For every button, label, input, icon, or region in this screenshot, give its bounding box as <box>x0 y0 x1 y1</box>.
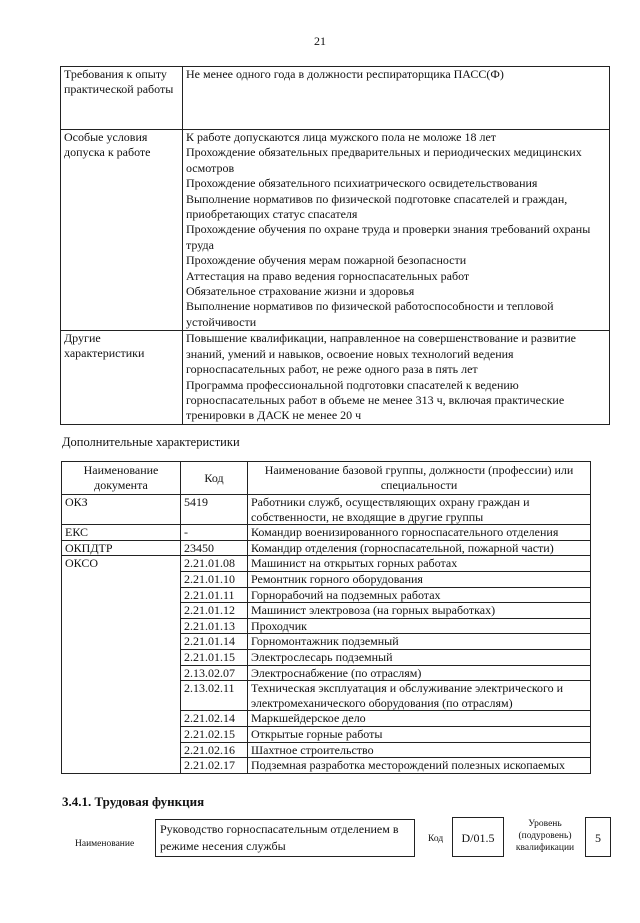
name-cell: Открытые горные работы <box>248 726 591 742</box>
content-line: Программа профессиональной подготовки спасателей к ведению горноспасательных работ в объеме не менее 313 ч, включая практические тренировки в ДАСК не менее 20 ч <box>186 377 565 423</box>
code-label: Код <box>428 834 444 844</box>
table-row <box>62 540 591 556</box>
content-line: Прохождение обучения по охране труда и проверки знания требований охраны труда <box>186 222 591 252</box>
doc-cell: ЕКС <box>62 525 181 541</box>
name-label: Наименование <box>75 839 135 849</box>
content-line: Прохождение обучения мерам пожарной безопасности <box>186 253 467 268</box>
code-cell: 2.21.02.16 <box>181 742 248 758</box>
column-header: Код <box>181 462 248 495</box>
level-label: Уровень (подуровень) квалификации <box>515 819 575 853</box>
doc-cell: ОКСО <box>62 556 181 773</box>
table-row <box>61 331 610 424</box>
name-cell: Машинист на открытых горных работах <box>248 556 591 572</box>
name-cell: Маркшейдерское дело <box>248 711 591 727</box>
row-label: Особые условия допуска к работе <box>61 130 183 331</box>
content-line: Повышение квалификации, направленное на совершенствование и развитие знаний, умений и навыков, освоение новых технологий ведения горноспасательных работ, не реже одного раза в пять лет <box>186 331 576 377</box>
codes-table <box>61 461 591 774</box>
table-row <box>62 525 591 541</box>
name-cell: Горнорабочий на подземных работах <box>248 587 591 603</box>
name-cell: Командир военизированного горноспасательного отделения <box>248 525 591 541</box>
name-cell: Проходчик <box>248 618 591 634</box>
code-cell: 2.21.01.10 <box>181 571 248 587</box>
column-header: Наименование базовой группы, должности (профессии) или специальности <box>248 462 591 495</box>
code-cell: 2.21.01.12 <box>181 603 248 619</box>
row-label: Другие характеристики <box>61 331 183 424</box>
row-content <box>183 130 610 331</box>
code-cell: 2.13.02.07 <box>181 665 248 681</box>
name-cell: Ремонтник горного оборудования <box>248 571 591 587</box>
labor-function-code: D/01.5 <box>452 817 504 857</box>
name-cell: Командир отделения (горноспасательной, пожарной части) <box>248 540 591 556</box>
name-cell: Шахтное строительство <box>248 742 591 758</box>
table-row <box>61 67 610 130</box>
requirements-table <box>60 66 610 425</box>
content-line: Не менее одного года в должности респираторщика ПАСС(Ф) <box>186 67 504 81</box>
table-row <box>61 130 610 331</box>
code-cell: 5419 <box>181 495 248 525</box>
table-row <box>62 556 591 572</box>
name-cell: Горномонтажник подземный <box>248 634 591 650</box>
code-cell: 2.21.01.11 <box>181 587 248 603</box>
additional-characteristics-title: Дополнительные характеристики <box>62 435 240 449</box>
table-header-row <box>62 462 591 495</box>
code-cell: - <box>181 525 248 541</box>
code-cell: 2.13.02.11 <box>181 681 248 711</box>
code-cell: 2.21.01.14 <box>181 634 248 650</box>
name-cell: Подземная разработка месторождений полезных ископаемых <box>248 758 591 774</box>
name-cell: Электрослесарь подземный <box>248 649 591 665</box>
content-line: Аттестация на право ведения горноспасательных работ <box>186 268 470 283</box>
page-number: 21 <box>314 34 326 48</box>
code-cell: 2.21.01.08 <box>181 556 248 572</box>
name-cell: Электроснабжение (по отраслям) <box>248 665 591 681</box>
name-cell: Техническая эксплуатация и обслуживание электрического и электромеханического оборудования (по отраслям) <box>248 681 591 711</box>
code-cell: 23450 <box>181 540 248 556</box>
content-line: Обязательное страхование жизни и здоровья <box>186 284 415 299</box>
row-content <box>183 67 610 130</box>
table-row <box>62 495 591 525</box>
code-cell: 2.21.01.15 <box>181 649 248 665</box>
doc-cell: ОКПДТР <box>62 540 181 556</box>
code-cell: 2.21.02.14 <box>181 711 248 727</box>
name-cell: Машинист электровоза (на горных выработках) <box>248 603 591 619</box>
code-cell: 2.21.02.17 <box>181 758 248 774</box>
content-line: Выполнение нормативов по физической работоспособности и тепловой устойчивости <box>186 299 554 329</box>
qualification-level: 5 <box>585 817 611 857</box>
content-line: К работе допускаются лица мужского пола не моложе 18 лет <box>186 130 497 144</box>
section-title: 3.4.1. Трудовая функция <box>62 794 205 809</box>
row-label: Требования к опыту практической работы <box>61 67 183 130</box>
content-line: Выполнение нормативов по физической подготовке спасателей и граждан, приобретающих статус спасателя <box>186 191 568 222</box>
code-cell: 2.21.01.13 <box>181 618 248 634</box>
row-content <box>183 331 610 424</box>
code-cell: 2.21.02.15 <box>181 726 248 742</box>
content-line: Прохождение обязательного психиатрического освидетельствования <box>186 176 538 191</box>
name-cell: Работники служб, осуществляющих охрану граждан и собственности, не входящие в другие группы <box>248 495 591 525</box>
labor-function-name: Руководство горноспасательным отделением в режиме несения службы <box>155 819 415 857</box>
column-header: Наименование документа <box>62 462 181 495</box>
doc-cell: ОКЗ <box>62 495 181 525</box>
content-line: Прохождение обязательных предварительных и периодических медицинских осмотров <box>186 145 582 175</box>
